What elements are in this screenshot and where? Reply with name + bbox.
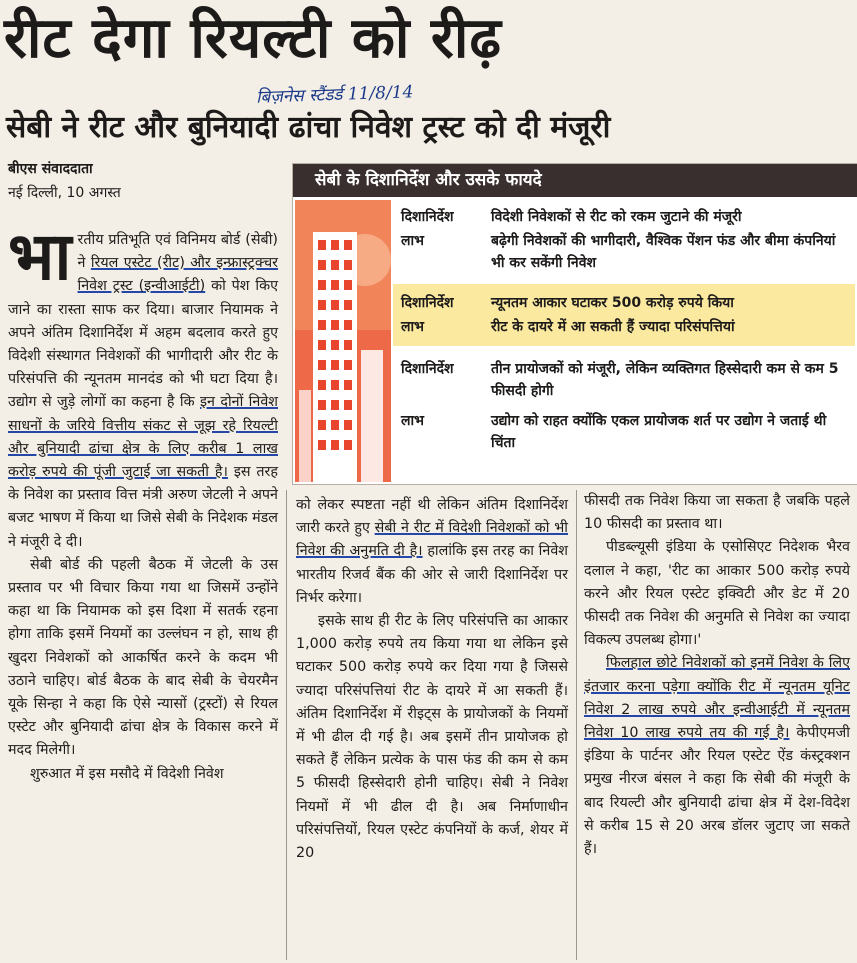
text-run: को पेश किए जाने का रास्ता साफ कर दिया। बाजार नियामक ने अपने अंतिम दिशानिर्देश में अहम बदलाव करते हुए विदेशी संस्थागत निवेशकों की भागीदारी और रीट के परिसंपत्ति की न्यूनतम मानदंड को भी घटा दिया है। उद्योग से जुड़े लोगों का कहना है कि (8, 278, 279, 411)
article-column-2 (296, 494, 568, 865)
article-column-1 (8, 218, 279, 786)
underlined-text: रियल एस्टेट (रीट) और इन्फ्रास्ट्रक्चर निवेश ट्रस्ट (इन्वीआईटी) (77, 255, 279, 295)
building-illustration-icon (295, 200, 391, 482)
text-run: हालांकि इस तरह का निवेश भारतीय रिजर्व बैंक की ओर से जारी दिशानिर्देश पर निर्भर करेगा। (296, 543, 568, 606)
underlined-text: फिलहाल छोटे निवेशकों को इनमें निवेश के लिए इंतजार करना पड़ेगा क्योंकि रीट में न्यूनतम यूनिट निवेश 2 लाख रुपये और इन्वीआईटी में न्यूनतम निवेश 10 लाख रुपये तय की गई है। (584, 655, 850, 742)
article-column-3 (584, 490, 850, 861)
row-label: लाभ (401, 319, 424, 335)
paragraph: सेबी बोर्ड की पहली बैठक में जेटली के उस प्रस्ताव पर भी विचार किया गया था जिसमें उन्होंने कहा था कि नियामक को इस दिशा में सतर्क रहना होगा ताकि इसमें नियमों का उल्लंघन न हो, साथ ही खुदरा निवेशकों को आकर्षित करने के कदम भी उठाने चाहिए। बोर्ड बैठक के बाद सेबी के चेयरमैन यूके सिन्हा ने कहा कि ऐसे न्यासों (ट्रस्टों) से रियल एस्टेट और बुनियादी ढांचा क्षेत्र के विकास करने में मदद मिलेगी। (8, 556, 278, 759)
row-text: न्यूनतम आकार घटाकर 500 करोड़ रुपये किया (491, 295, 734, 311)
paragraph (584, 652, 850, 861)
subheadline: सेबी ने रीट और बुनियादी ढांचा निवेश ट्रस्ट को दी मंजूरी (6, 110, 611, 145)
row-text: बढ़ेगी निवेशकों की भागीदारी, वैश्विक पेंशन फंड और बीमा कंपनियां भी कर सकेंगी निवेश (491, 233, 836, 271)
row-text: रीट के दायरे में आ सकती हैं ज्यादा परिसंपत्तियां (491, 319, 735, 335)
handwritten-note: बिज़नेस स्टैंडर्ड 11/8/14 (255, 82, 414, 108)
row-text: तीन प्रायोजकों को मंजूरी, लेकिन व्यक्तिगत हिस्सेदारी कम से कम 5 फीसदी होगी (491, 361, 839, 399)
row-label: दिशानिर्देश (401, 361, 454, 377)
headline: रीट देगा रियल्टी को रीढ़ (4, 5, 502, 71)
dateline: नई दिल्ली, 10 अगस्त (8, 185, 121, 201)
text-run: भारतीय प्रतिभूति एवं विनिमय बोर्ड (सेबी) ने (8, 218, 278, 295)
paragraph: फीसदी तक निवेश किया जा सकता है जबकि पहले 10 फीसदी का प्रस्ताव था। (584, 493, 850, 533)
row-label: लाभ (401, 413, 424, 429)
paragraph (296, 494, 568, 610)
row-label: दिशानिर्देश (401, 209, 454, 225)
paragraph: इसके साथ ही रीट के लिए परिसंपत्ति का आकार 1,000 करोड़ रुपये तय किया गया था लेकिन इसे घटाकर 500 करोड़ रुपये कर दिया गया है जिससे ज्यादा परिसंपत्तियां रीट के दायरे में आ सकती हैं। अंतिम दिशानिर्देश में रीइट्स के प्रायोजकों के नियमों में भी ढील दी गई है। अब इसमें तीन प्रायोजक हो सकते हैं लेकिन प्रत्येक के पास फंड की कम से कम 5 फीसदी हिस्सेदारी होनी चाहिए। सेबी ने निवेश नियमों में भी ढील दी है। अब निर्माणाधीन परिसंपत्तियों, रियल एस्टेट कंपनियों के कर्ज, शेयर में 20 (296, 613, 568, 862)
text-run: इस तरह के निवेश का प्रस्ताव वित्त मंत्री अरुण जेटली ने अपने बजट भाषण में किया था जिसे सेबी के निदेशक मंडल ने मंजूरी दे दी। (8, 464, 278, 550)
infobox-title: सेबी के दिशानिर्देश और उसके फायदे (293, 164, 857, 197)
row-text: उद्योग को राहत क्योंकि एकल प्रायोजक शर्त पर उद्योग ने जताई थी चिंता (491, 413, 827, 451)
row-label: लाभ (401, 233, 424, 249)
row-label: दिशानिर्देश (401, 295, 454, 311)
paragraph: पीडब्ल्यूसी इंडिया के एसोसिएट निदेशक भैरव दलाल ने कहा, 'रीट का आकार 500 करोड़ रुपये करने और रियल एस्टेट इक्विटी और डेट में 20 फीसदी तक निवेश की अनुमति से निवेश का ज्यादा विकल्प उपलब्ध होगा।' (584, 539, 850, 649)
underlined-text: सेबी ने रीट में विदेशी निवेशकों को भी निवेश की अनुमति दी है। (296, 520, 568, 560)
text-run: केपीएमजी इंडिया के पार्टनर और रियल एस्टेट ऐंड कंस्ट्रक्शन प्रमुख नीरज बंसल ने कहा कि सेबी की मंजूरी के बाद रियल्टी और बुनियादी ढांचा क्षेत्र में देश-विदेश से करीब 15 से 20 अरब डॉलर जुटाए जा सकते हैं। (584, 725, 850, 858)
paragraph (8, 218, 279, 554)
text-run: को लेकर स्पष्टता नहीं थी लेकिन अंतिम दिशानिर्देश जारी करते हुए (296, 497, 568, 537)
infobox (292, 163, 857, 485)
paragraph: शुरुआत में इस मसौदे में विदेशी निवेश (30, 765, 224, 782)
row-text: विदेशी निवेशकों से रीट को रकम जुटाने की मंजूरी (491, 209, 742, 225)
underlined-text: इन दोनों निवेश साधनों के जरिये वित्तीय संकट से जूझ रहे रियल्टी और बुनियादी ढांचा क्षेत्र के लिए करीब 1 लाख करोड़ रुपये की पूंजी जुटाई जा सकती है। (8, 394, 278, 481)
column-rule (576, 490, 577, 960)
column-rule (286, 490, 287, 960)
byline: बीएस संवाददाता (8, 161, 93, 177)
